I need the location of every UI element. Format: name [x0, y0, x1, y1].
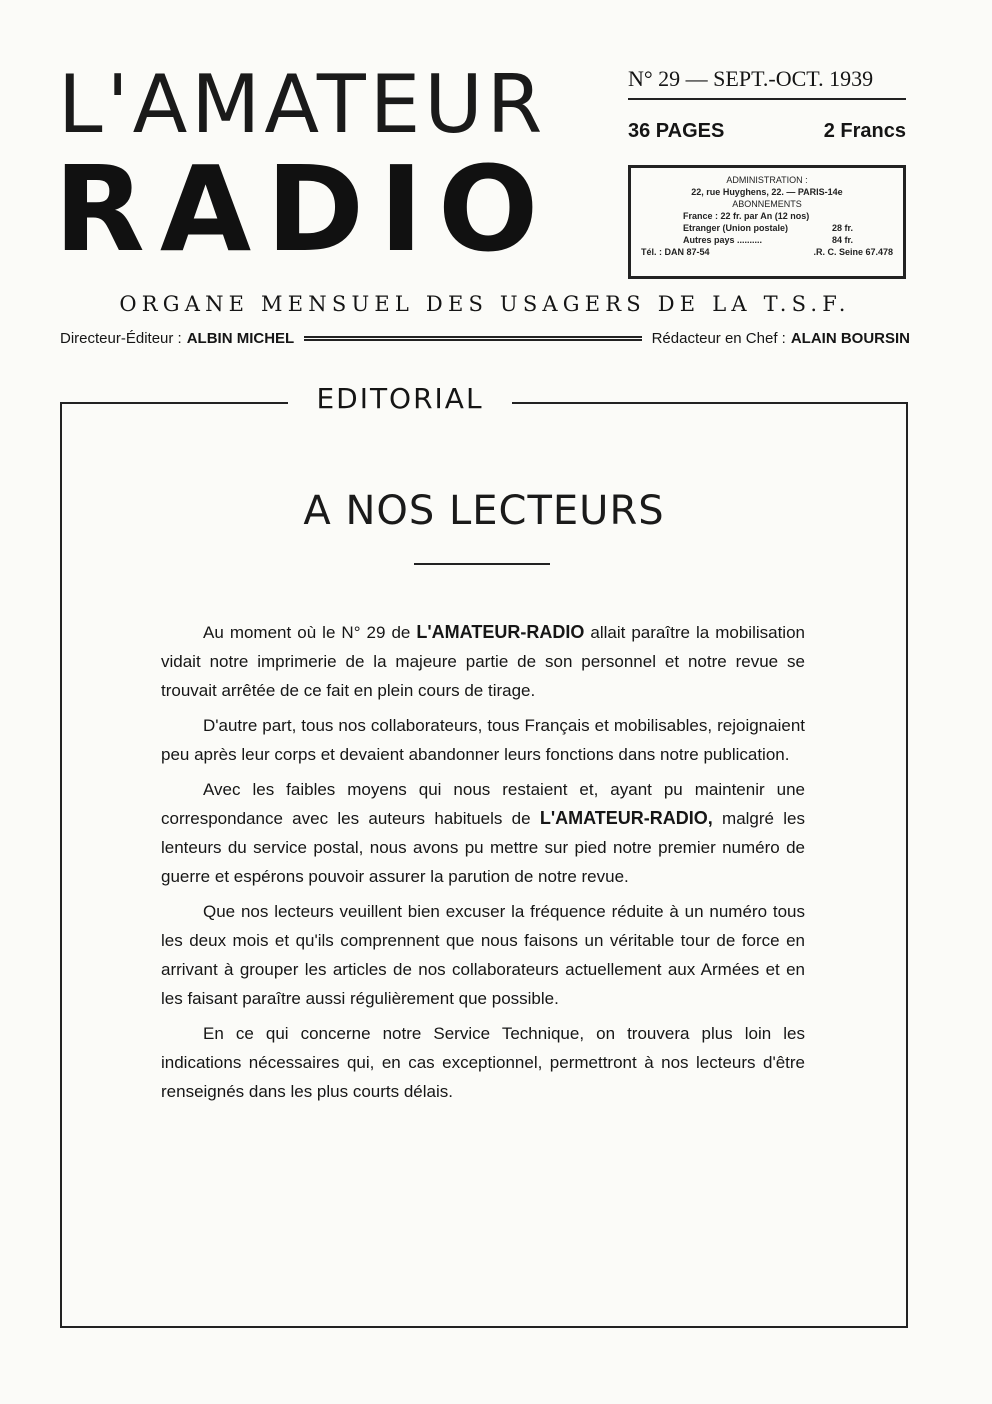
p3-text-b: malgré les lenteurs du service postal, nous avons pu mettre sur pied notre premier numéro de guerre et espérons pouvoir assurer la parution de notre revue. — [161, 809, 805, 886]
editorial-headline: A NOS LECTEURS — [303, 488, 665, 534]
tagline: ORGANE MENSUEL DES USAGERS DE LA T.S.F. — [119, 292, 851, 316]
admin-heading: ADMINISTRATION : — [726, 175, 808, 185]
p3-brand: L'AMATEUR-RADIO, — [539, 808, 713, 828]
subscription-rates — [641, 210, 893, 246]
frame-top-rule-left — [60, 402, 288, 404]
editor-name: ALAIN BOURSIN — [790, 330, 910, 347]
paragraph-4: Que nos lecteurs veuillent bien excuser la fréquence réduite à un numéro tous les deux mois et qu'ils comprennent que nous faisons un véritable tour de force en arrivant à grouper les articles de nos collaborateurs actuellement aux Armées et en les faisant paraître aussi régulièrement que possible. — [161, 902, 805, 1008]
rate-other-price: 84 fr. — [831, 235, 853, 245]
admin-address: 22, rue Huyghens, 22. — PARIS-14e — [691, 187, 843, 197]
paragraph-5: En ce qui concerne notre Service Technique, on trouvera plus loin les indications nécessaires qui, en cas exceptionnel, permettront à nos lecteurs d'être renseignés dans les plus courts délais. — [161, 1024, 805, 1101]
administration-box — [628, 165, 906, 279]
masthead-title-line2: RADIO — [54, 140, 554, 278]
paragraph-1 — [161, 618, 805, 705]
rate-abroad — [683, 222, 893, 234]
editor-label: Rédacteur en Chef : — [651, 330, 786, 347]
p1-brand: L'AMATEUR-RADIO — [416, 622, 585, 642]
director-label: Directeur-Éditeur : — [60, 330, 182, 347]
rate-france: France : 22 fr. par An (12 nos) — [683, 211, 810, 221]
staff-divider — [304, 336, 641, 341]
issue-number: N° 29 — SEPT.-OCT. 1939 — [628, 66, 906, 100]
page-count: 36 PAGES — [628, 120, 725, 142]
paragraph-2: D'autre part, tous nos collaborateurs, tous Français et mobilisables, rejoignaient peu après leur corps et devaient abandonner leurs fonctions dans notre publication. — [161, 716, 805, 764]
masthead-title-line1: L'AMATEUR — [58, 58, 547, 151]
rate-other — [683, 234, 893, 246]
subscriptions-heading: ABONNEMENTS — [732, 199, 802, 209]
trade-register: .R. C. Seine 67.478 — [813, 247, 893, 257]
headline-underline — [414, 563, 550, 565]
editorial-body — [161, 618, 805, 1112]
pages-price-line — [628, 120, 906, 143]
section-label: EDITORIAL — [316, 382, 484, 415]
rate-abroad-label: Etranger (Union postale) — [683, 223, 789, 233]
paragraph-3 — [161, 775, 805, 891]
p1-text-b: allait paraître la mobilisation vidait notre imprimerie de la majeure partie de son personnel et notre revue se trouvait arrêtée de ce fait en plein cours de tirage. — [161, 623, 805, 700]
p3-text-a: Avec les faibles moyens qui nous restaient et, ayant pu maintenir une correspondance avec les auteurs habituels de — [161, 780, 805, 828]
director-name: ALBIN MICHEL — [186, 330, 295, 347]
admin-contact — [641, 246, 893, 258]
rate-abroad-price: 28 fr. — [831, 223, 853, 233]
rate-other-label: Autres pays .......... — [683, 235, 763, 245]
telephone: Tél. : DAN 87-54 — [641, 247, 710, 257]
frame-top-rule-right — [512, 402, 908, 404]
p1-text-a: Au moment où le N° 29 de — [203, 623, 417, 642]
staff-line — [60, 330, 910, 347]
price: 2 Francs — [823, 120, 906, 142]
